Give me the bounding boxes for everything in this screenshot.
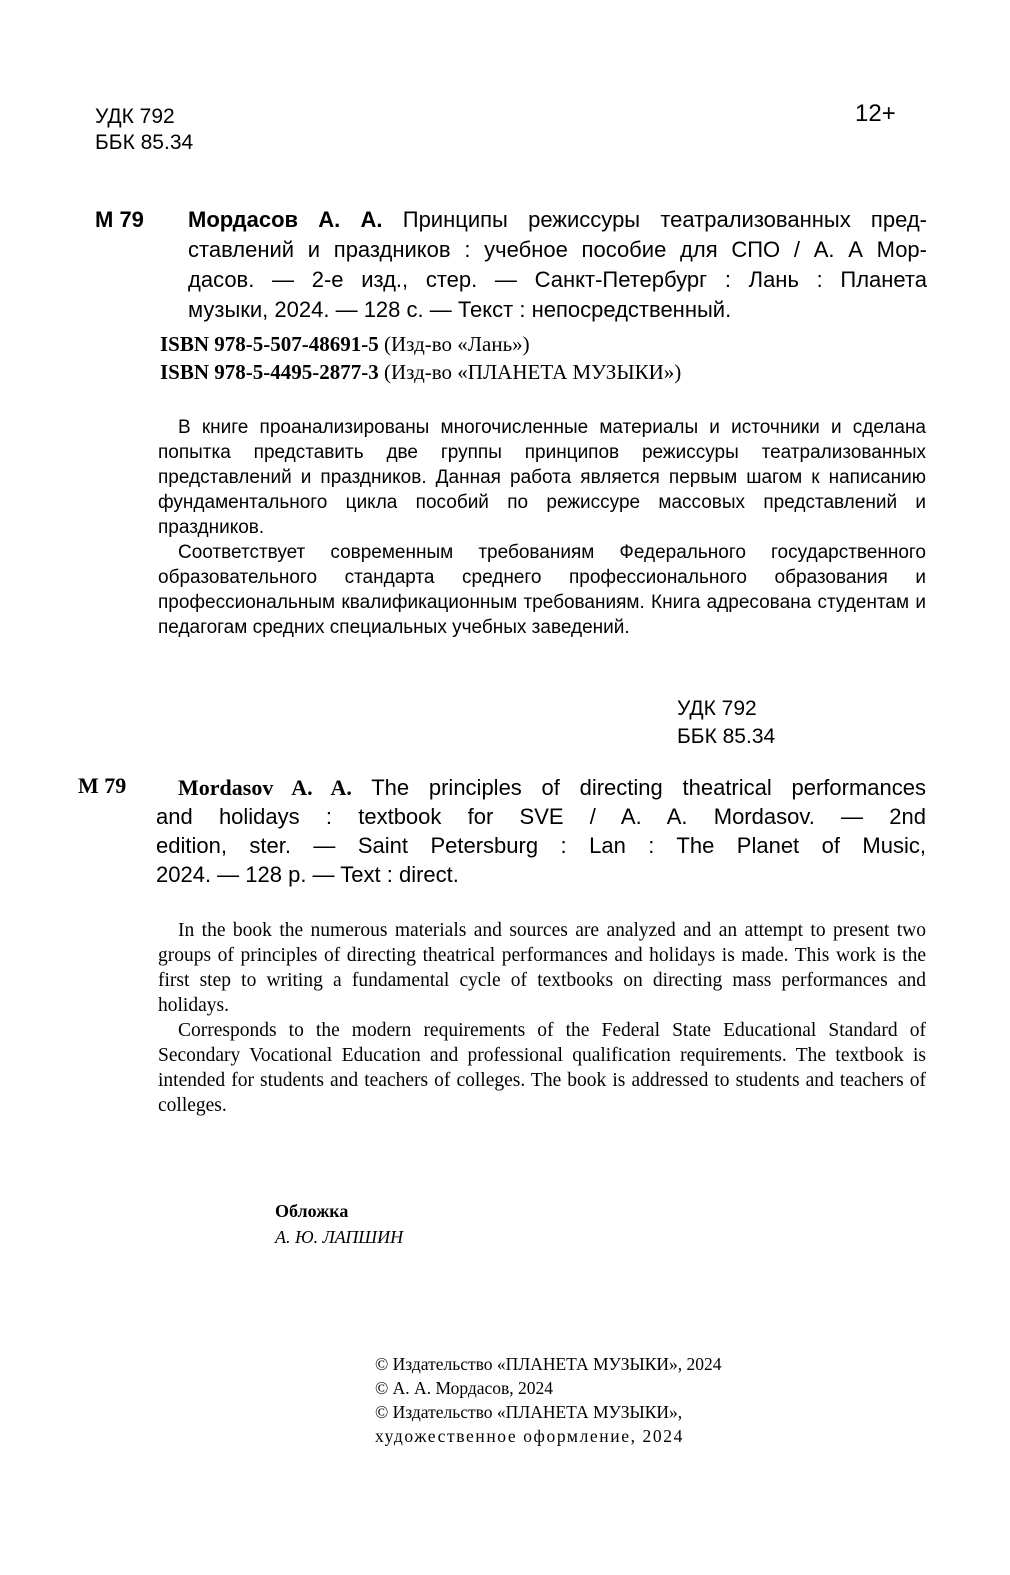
isbn-number: ISBN 978-5-4495-2877-3 xyxy=(160,360,379,384)
entry-en-line-2: and holidays : textbook for SVE / A. A. Mordasov. — 2nd xyxy=(156,804,926,829)
entry-ru-line-1: Мордасов А. А. Принципы режиссуры театрализованных пред- xyxy=(188,207,927,232)
copyright-line-1: © Издательство «ПЛАНЕТА МУЗЫКИ», 2024 xyxy=(375,1354,722,1374)
entry-en-line-4: 2024. — 128 p. — Text : direct. xyxy=(156,862,459,887)
entry-en-line-1: Mordasov A. A. The principles of directing theatrical performances xyxy=(178,775,926,800)
entry-en-line-3: edition, ster. — Saint Petersburg : Lan : The Planet of Music, xyxy=(156,833,926,858)
entry-ru-line-3: дасов. — 2-е изд., стер. — Санкт-Петербург : Лань : Планета xyxy=(188,267,927,292)
entry-ru-author: Мордасов А. А. xyxy=(188,207,383,232)
author-mark-code: М 79 xyxy=(95,207,144,232)
cover-label: Обложка xyxy=(275,1201,349,1221)
isbn-publisher: (Изд-во «ПЛАНЕТА МУЗЫКИ») xyxy=(378,360,682,384)
abstract-en-paragraph-2: Corresponds to the modern requirements of the Federal State Educational Standard of Secondary Vocational Education and professional qualification requirements. The textbook is intended for students and teachers of colleges. The book is addressed to students and teachers of colleges. xyxy=(158,1020,926,1116)
isbn-publisher: (Изд-во «Лань») xyxy=(378,332,530,356)
udk-bbk-block-en xyxy=(677,695,775,751)
bbk-code: ББК 85.34 xyxy=(95,131,194,154)
isbn-row-1 xyxy=(160,330,530,358)
isbn-row-2 xyxy=(160,358,681,386)
bbk-code: ББК 85.34 xyxy=(677,725,776,748)
cover-artist-name: А. Ю. ЛАПШИН xyxy=(275,1227,404,1247)
abstract-ru xyxy=(158,415,926,640)
cover-credit xyxy=(275,1198,403,1250)
author-mark-code-en: M 79 xyxy=(78,773,127,798)
abstract-en-paragraph-1: In the book the numerous materials and sources are analyzed and an attempt to present two groups of principles of directing theatrical performances and holidays is made. This work is the first step to writing a fundamental cycle of textbooks on directing mass performances and holidays. xyxy=(158,920,926,1016)
bibliographic-entry-en xyxy=(156,773,926,889)
entry-ru-line-4: музыки, 2024. — 128 с. — Текст : непосредственный. xyxy=(188,297,732,322)
age-rating: 12+ xyxy=(855,100,896,127)
abstract-en xyxy=(158,918,926,1118)
udk-code: УДК 792 xyxy=(95,105,175,128)
entry-en-author: Mordasov A. A. xyxy=(178,775,352,800)
udk-code: УДК 792 xyxy=(677,697,757,720)
copyright-block xyxy=(375,1352,722,1448)
abstract-ru-paragraph-2: Соответствует современным требованиям Федерального государственного образовательного стандарта среднего профессионального образования и профессиональным квалификационным требованиям. Книга адресована студентам и педагогам средних специальных учебных заведений. xyxy=(158,542,926,638)
bibliographic-entry-ru xyxy=(95,205,927,325)
copyright-line-4: художественное оформление, 2024 xyxy=(375,1426,684,1446)
udk-bbk-block xyxy=(95,104,193,156)
isbn-number: ISBN 978-5-507-48691-5 xyxy=(160,332,379,356)
entry-ru-line-2: ставлений и праздников : учебное пособие для СПО / А. А Мор- xyxy=(188,237,927,262)
abstract-ru-paragraph-1: В книге проанализированы многочисленные материалы и источники и сделана попытка представить две группы принципов режиссуры театрализованных представлений и праздников. Данная работа является первым шагом к написанию фундаментального цикла пособий по режиссуре массовых представлений и праздников. xyxy=(158,417,926,538)
copyright-line-3: © Издательство «ПЛАНЕТА МУЗЫКИ», xyxy=(375,1402,683,1422)
copyright-line-2: © А. А. Мордасов, 2024 xyxy=(375,1378,554,1398)
